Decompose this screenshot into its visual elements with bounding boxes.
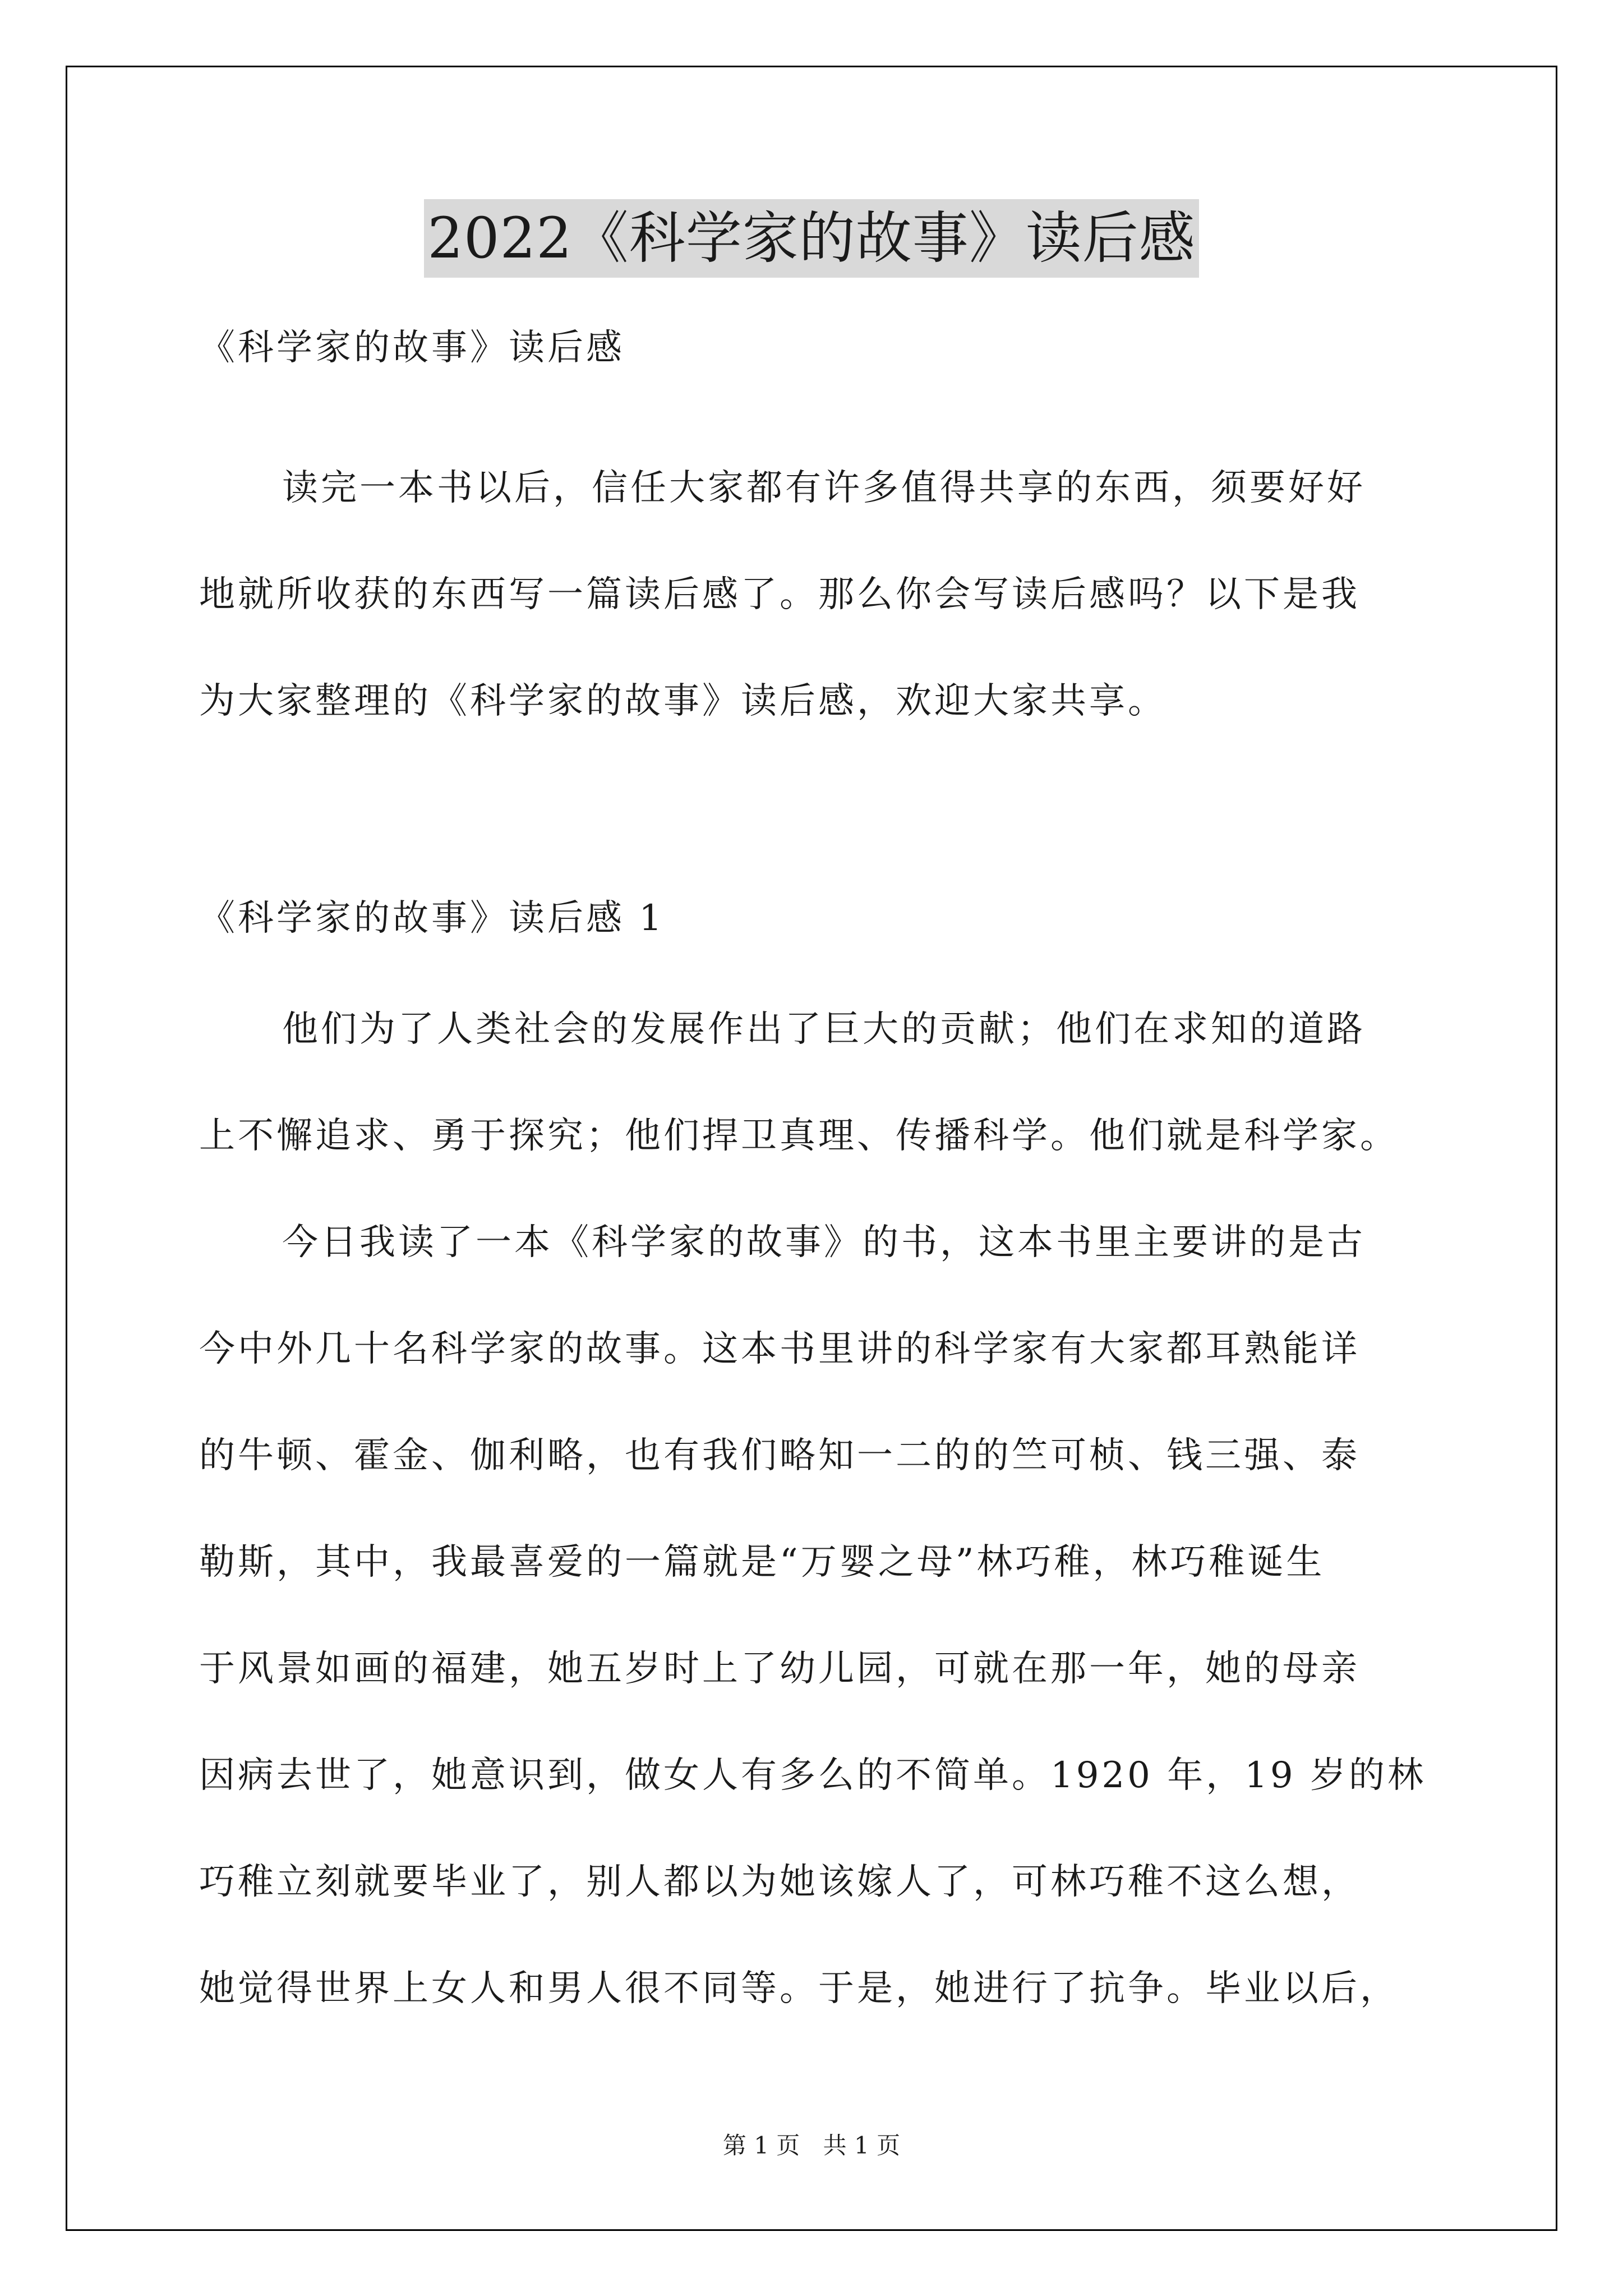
- intro-line: 为大家整理的《科学家的故事》读后感，欢迎大家共享。: [199, 680, 1166, 722]
- page-footer: [0, 2129, 1623, 2162]
- intro-line: 地就所收获的东西写一篇读后感了。那么你会写读后感吗？以下是我: [199, 574, 1360, 615]
- paragraph-line: 上不懈追求、勇于探究；他们捍卫真理、传播科学。他们就是科学家。: [199, 1115, 1399, 1157]
- paragraph-line: 因病去世了，她意识到，做女人有多么的不简单。1920 年，19 岁的林: [199, 1755, 1426, 1796]
- paragraph-line: 勒斯，其中，我最喜爱的一篇就是“万婴之母”林巧稚，林巧稚诞生: [199, 1542, 1325, 1583]
- page-number: 第 1 页: [722, 2132, 800, 2159]
- paragraph-line: 今中外几十名科学家的故事。这本书里讲的科学家有大家都耳熟能详: [199, 1328, 1360, 1370]
- document-title-text: 2022《科学家的故事》读后感: [424, 199, 1199, 278]
- page-total: 共 1 页: [823, 2132, 901, 2159]
- paragraph-line: 她觉得世界上女人和男人很不同等。于是，她进行了抗争。毕业以后，: [199, 1968, 1399, 2009]
- intro-line: 读完一本书以后，信任大家都有许多值得共享的东西，须要好好: [282, 467, 1366, 509]
- paragraph-line: 他们为了人类社会的发展作出了巨大的贡献；他们在求知的道路: [282, 1009, 1366, 1050]
- paragraph-line: 于风景如画的福建，她五岁时上了幼儿园，可就在那一年，她的母亲: [199, 1648, 1360, 1690]
- subtitle: 《科学家的故事》读后感: [199, 327, 625, 369]
- paragraph-line: 的牛顿、霍金、伽利略，也有我们略知一二的的竺可桢、钱三强、泰: [199, 1435, 1360, 1476]
- document-title: [0, 199, 1623, 278]
- paragraph-line: 今日我读了一本《科学家的故事》的书，这本书里主要讲的是古: [282, 1222, 1366, 1263]
- section-heading: 《科学家的故事》读后感 1: [199, 898, 665, 939]
- paragraph-line: 巧稚立刻就要毕业了，别人都以为她该嫁人了，可林巧稚不这么想，: [199, 1861, 1360, 1903]
